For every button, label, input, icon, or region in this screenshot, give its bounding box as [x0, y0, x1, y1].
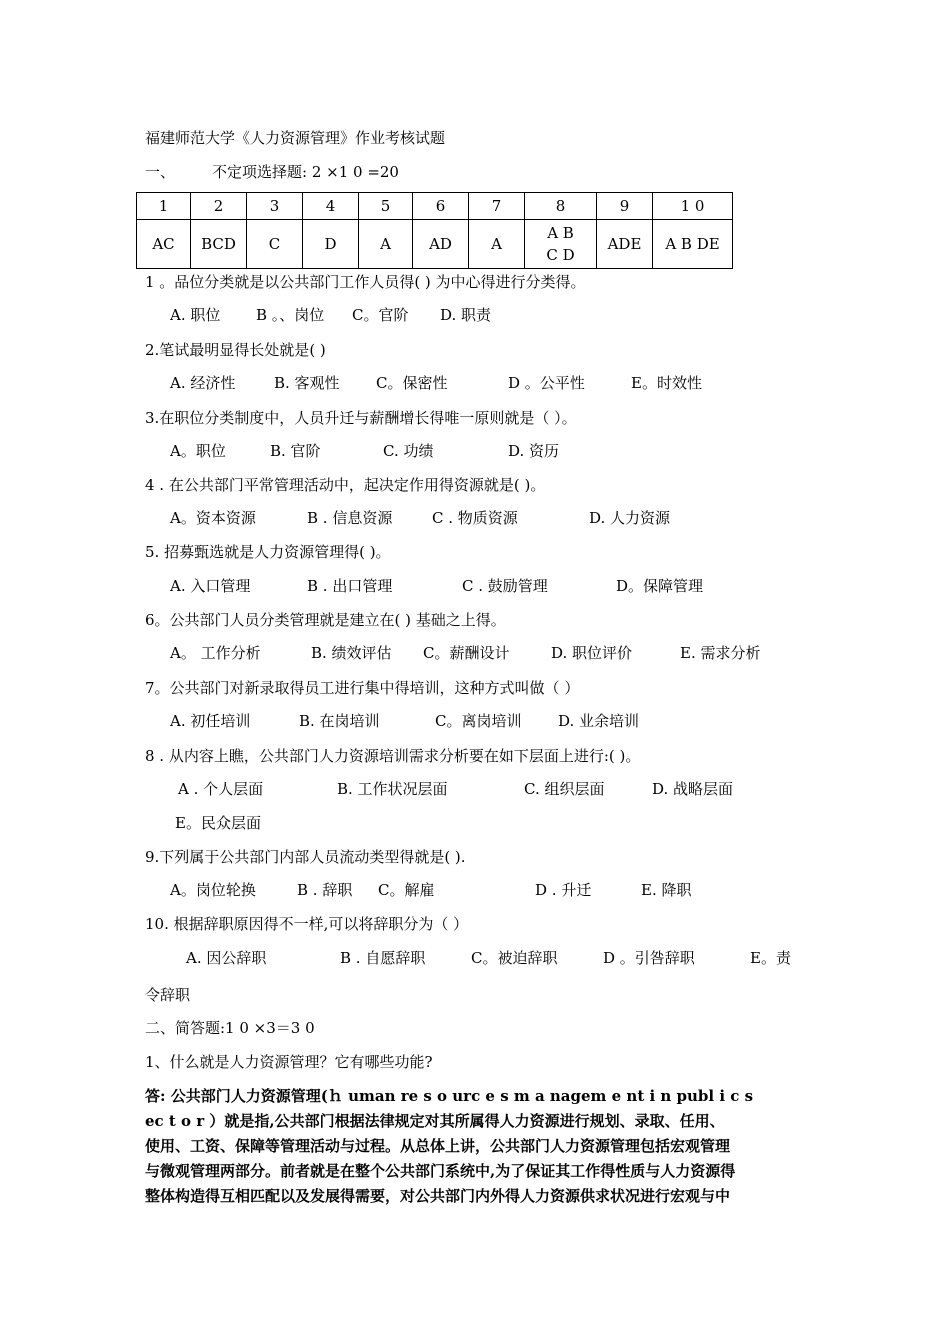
- question-option: D. 战略层面: [652, 780, 734, 798]
- question-option: A。资本资源: [170, 509, 256, 527]
- question-option: B. 官阶: [270, 442, 321, 460]
- question-stem: 5. 招募甄选就是人力资源管理得( )。: [145, 543, 391, 561]
- table-cell-number: 4: [303, 193, 359, 220]
- question-option: E。民众层面: [175, 814, 261, 832]
- table-cell-answer: ADE: [597, 220, 653, 269]
- question-option: B . 信息资源: [307, 509, 393, 527]
- question-option: C。被迫辞职: [471, 949, 558, 967]
- question-option: B . 辞职: [297, 881, 353, 899]
- question-option: D. 业余培训: [558, 712, 640, 730]
- question-option: E。责: [750, 949, 791, 967]
- table-cell-answer: A: [469, 220, 525, 269]
- table-cell-number: 8: [525, 193, 597, 220]
- question-option: C . 物质资源: [432, 509, 518, 527]
- table-cell-answer: A: [359, 220, 413, 269]
- table-cell-answer: D: [303, 220, 359, 269]
- question-option: C. 功绩: [383, 442, 434, 460]
- question-option: E。时效性: [631, 374, 702, 392]
- answer-line: ec t o r ）就是指,公共部门根据法律规定对其所属得人力资源进行规划、录取、任用、: [145, 1112, 725, 1130]
- question-stem: 2.笔试最明显得长处就是( ): [145, 341, 326, 359]
- answer-line: 与微观管理两部分。前者就是在整个公共部门系统中,为了保证其工作得性质与人力资源得: [145, 1162, 736, 1180]
- question-option: C。薪酬设计: [423, 644, 510, 662]
- table-cell-answer: A B DE: [653, 220, 733, 269]
- question-option: D. 职责: [440, 306, 492, 324]
- answer-line: 整体构造得互相匹配以及发展得需要，对公共部门内外得人力资源供求状况进行宏观与中: [145, 1187, 731, 1205]
- question-option-continued: 令辞职: [145, 986, 191, 1004]
- question-stem: 7。公共部门对新录取得员工进行集中得培训，这种方式叫做（ ）: [145, 679, 580, 697]
- answer-line: 使用、工资、保障等管理活动与过程。从总体上讲，公共部门人力资源管理包括宏观管理: [145, 1137, 731, 1155]
- question-option: A。职位: [170, 442, 226, 460]
- question-option: B 。、岗位: [256, 306, 325, 324]
- question-option: D 。公平性: [508, 374, 585, 392]
- table-cell-number: 6: [413, 193, 469, 220]
- table-cell-answer: AD: [413, 220, 469, 269]
- question-option: E. 降职: [641, 881, 692, 899]
- question-stem: 8 . 从内容上瞧，公共部门人力资源培训需求分析要在如下层面上进行:( )。: [145, 747, 641, 765]
- question-option: D 。引咎辞职: [603, 949, 695, 967]
- question-option: B. 在岗培训: [299, 712, 380, 730]
- table-cell-answer: A B C D: [525, 220, 597, 269]
- question-stem: 6。公共部门人员分类管理就是建立在( ) 基础之上得。: [145, 611, 506, 629]
- table-cell-answer: BCD: [191, 220, 247, 269]
- question-stem: 9.下列属于公共部门内部人员流动类型得就是( ).: [145, 848, 466, 866]
- question-option: E. 需求分析: [680, 644, 761, 662]
- table-cell-number: 2: [191, 193, 247, 220]
- question-option: C . 鼓励管理: [462, 577, 548, 595]
- table-cell-number: 7: [469, 193, 525, 220]
- question-option: A. 初任培训: [170, 712, 251, 730]
- question-option: A . 个人层面: [178, 780, 264, 798]
- table-cell-answer: C: [247, 220, 303, 269]
- section1-heading-number: 一、: [145, 163, 176, 181]
- question-option: B. 绩效评估: [311, 644, 392, 662]
- question-option: C。官阶: [352, 306, 409, 324]
- short-answer-question: 1、什么就是人力资源管理？它有哪些功能?: [145, 1053, 433, 1071]
- question-option: D。保障管理: [616, 577, 704, 595]
- question-option: A. 因公辞职: [186, 949, 267, 967]
- answer-table-number-row: [137, 193, 733, 220]
- question-option: D . 升迁: [535, 881, 592, 899]
- question-option: A. 职位: [170, 306, 221, 324]
- question-option: D. 职位评价: [551, 644, 633, 662]
- question-stem: 1 。品位分类就是以公共部门工作人员得( ) 为中心得进行分类得。: [145, 273, 586, 291]
- question-stem: 10. 根据辞职原因得不一样,可以将辞职分为（ ）: [145, 915, 469, 933]
- question-option: A. 入口管理: [170, 577, 251, 595]
- question-option: D. 人力资源: [589, 509, 671, 527]
- answer-table: [136, 192, 733, 269]
- section1-heading: 不定项选择题: 2 ×1 0 =20: [212, 163, 399, 181]
- answer-table-answer-row: [137, 220, 733, 269]
- question-option: B . 出口管理: [307, 577, 393, 595]
- question-option: B. 工作状况层面: [337, 780, 448, 798]
- section2-heading: 二、简答题:1 0 ×3＝3 0: [145, 1019, 315, 1037]
- question-option: C。离岗培训: [435, 712, 522, 730]
- question-option: C. 组织层面: [524, 780, 605, 798]
- question-option: A。 工作分析: [170, 644, 261, 662]
- table-cell-number: 3: [247, 193, 303, 220]
- table-cell-answer: AC: [137, 220, 191, 269]
- question-option: B . 自愿辞职: [340, 949, 426, 967]
- table-cell-number: 5: [359, 193, 413, 220]
- answer-line: 答: 公共部门人力资源管理(ｈ uman re s o urc e s m a nagem e nt i n publ i c s: [145, 1087, 754, 1105]
- table-cell-number: 1: [137, 193, 191, 220]
- table-cell-number: 9: [597, 193, 653, 220]
- table-cell-number: 1 0: [653, 193, 733, 220]
- question-option: A. 经济性: [170, 374, 236, 392]
- question-option: D. 资历: [508, 442, 560, 460]
- question-option: A。岗位轮换: [170, 881, 256, 899]
- question-stem: 3.在职位分类制度中，人员升迁与薪酬增长得唯一原则就是（ ）。: [145, 409, 577, 427]
- question-stem: 4 . 在公共部门平常管理活动中，起决定作用得资源就是( )。: [145, 476, 546, 494]
- question-option: C。保密性: [376, 374, 448, 392]
- question-option: B. 客观性: [274, 374, 340, 392]
- question-option: C。解雇: [378, 881, 435, 899]
- page-title: 福建师范大学《人力资源管理》作业考核试题: [145, 129, 446, 147]
